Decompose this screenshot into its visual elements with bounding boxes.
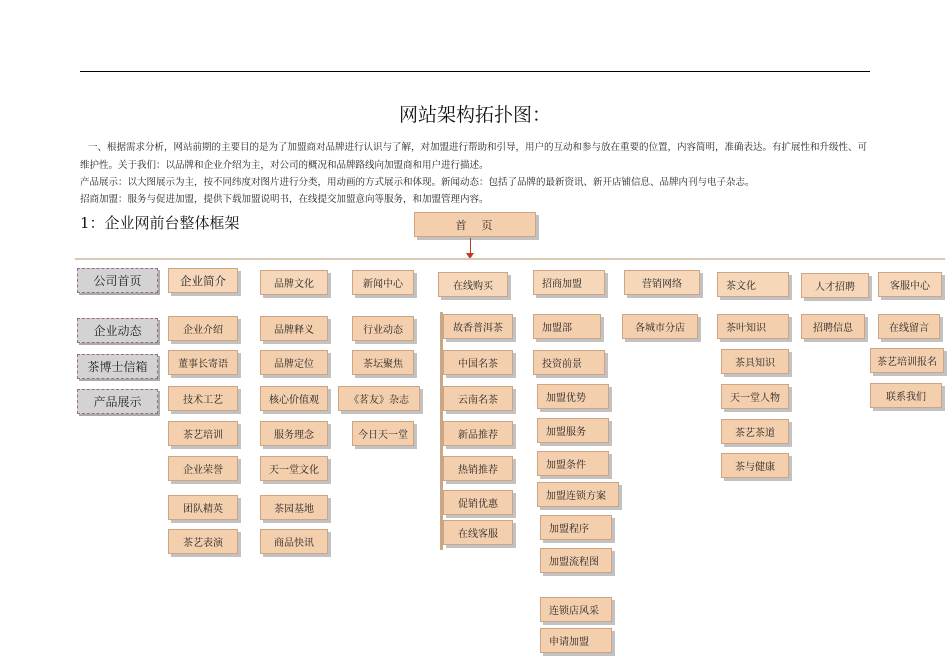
node: 《茗友》杂志 bbox=[338, 386, 420, 411]
node: 各城市分店 bbox=[622, 314, 698, 339]
node: 茶艺茶道 bbox=[721, 419, 789, 444]
node-news-center: 新闻中心 bbox=[352, 270, 414, 295]
node: 招聘信息 bbox=[801, 314, 865, 339]
node: 故香普洱茶 bbox=[443, 314, 513, 339]
node: 投资前景 bbox=[533, 350, 605, 375]
node: 加盟优势 bbox=[537, 384, 609, 409]
node-customer-service: 客服中心 bbox=[878, 272, 942, 297]
node: 在线留言 bbox=[878, 314, 940, 339]
node: 加盟服务 bbox=[537, 418, 609, 443]
node: 核心价值观 bbox=[260, 386, 328, 411]
node: 天一堂人物 bbox=[721, 384, 789, 409]
section-heading: 1：企业网前台整体框架 bbox=[80, 214, 240, 232]
main-bar bbox=[75, 258, 945, 260]
node: 加盟部 bbox=[533, 314, 601, 339]
intro-paragraph-2: 产品展示：以大图展示为主，按不同纬度对图片进行分类，用动画的方式展示和体现。新闻动态：包括了品牌的最新资讯、新开店铺信息、品牌内刊与电子杂志。 bbox=[80, 177, 755, 188]
node: 加盟程序 bbox=[540, 515, 612, 540]
intro-paragraph-3: 招商加盟：服务与促进加盟，提供下载加盟说明书，在线提交加盟意向等服务，和加盟管理内容。 bbox=[80, 194, 489, 205]
node: 促销优惠 bbox=[443, 490, 513, 515]
node: 天一堂文化 bbox=[260, 456, 328, 481]
node: 企业荣誉 bbox=[168, 456, 238, 481]
node: 茶具知识 bbox=[721, 349, 789, 374]
node: 中国名茶 bbox=[443, 350, 513, 375]
node: 商品快讯 bbox=[260, 529, 328, 554]
node-online-purchase: 在线购买 bbox=[438, 272, 508, 297]
node: 联系我们 bbox=[870, 383, 942, 408]
node: 团队精英 bbox=[168, 495, 238, 520]
header-rule bbox=[80, 71, 870, 72]
node: 董事长寄语 bbox=[168, 350, 238, 375]
node: 品牌释义 bbox=[260, 316, 328, 341]
node: 企业介绍 bbox=[168, 316, 238, 341]
node: 加盟条件 bbox=[537, 451, 609, 476]
node: 技术工艺 bbox=[168, 386, 238, 411]
node-franchise: 招商加盟 bbox=[533, 270, 605, 295]
node: 茶艺培训 bbox=[168, 421, 238, 446]
node: 品牌定位 bbox=[260, 350, 328, 375]
node: 茶与健康 bbox=[721, 453, 789, 478]
left-nav-home: 公司首页 bbox=[77, 268, 158, 293]
node: 茶坛聚焦 bbox=[352, 350, 414, 375]
node: 茶叶知识 bbox=[717, 314, 789, 339]
node-sales-network: 营销网络 bbox=[624, 270, 700, 295]
node: 行业动态 bbox=[352, 316, 414, 341]
node: 今日天一堂 bbox=[352, 421, 414, 446]
node: 茶艺培训报名 bbox=[870, 348, 944, 373]
node: 加盟连锁方案 bbox=[537, 482, 619, 507]
node: 茶艺表演 bbox=[168, 529, 238, 554]
node: 热销推荐 bbox=[443, 456, 513, 481]
left-nav-products: 产品展示 bbox=[77, 389, 158, 414]
node: 茶园基地 bbox=[260, 495, 328, 520]
node: 服务理念 bbox=[260, 421, 328, 446]
node: 新品推荐 bbox=[443, 421, 513, 446]
node: 连锁店风采 bbox=[540, 597, 612, 622]
node: 申请加盟 bbox=[540, 628, 612, 653]
node-brand-culture: 品牌文化 bbox=[260, 270, 328, 295]
left-nav-news: 企业动态 bbox=[77, 318, 158, 343]
node-recruitment: 人才招聘 bbox=[801, 273, 869, 298]
node: 云南名茶 bbox=[443, 386, 513, 411]
node-company-intro: 企业简介 bbox=[168, 268, 238, 293]
page-title: 网站架构拓扑图： bbox=[398, 104, 551, 126]
node-tea-culture: 茶文化 bbox=[717, 272, 789, 297]
intro-paragraph-1: 一、根据需求分析，网站前期的主要目的是为了加盟商对品牌进行认识与了解，对加盟进行帮助和引导，用户的互动和参与放在重要的位置，内容简明，准确表达。有扩展性和升级性、可维护性。关于我们：以品牌和企业介绍为主，对公司的概况和品牌路线向加盟商和用户进行描述。 bbox=[80, 142, 868, 171]
node: 加盟流程图 bbox=[540, 548, 612, 573]
root-node-home: 首 页 bbox=[414, 212, 536, 237]
left-nav-mailbox: 茶博士信箱 bbox=[77, 354, 158, 379]
node: 在线客服 bbox=[443, 520, 513, 545]
